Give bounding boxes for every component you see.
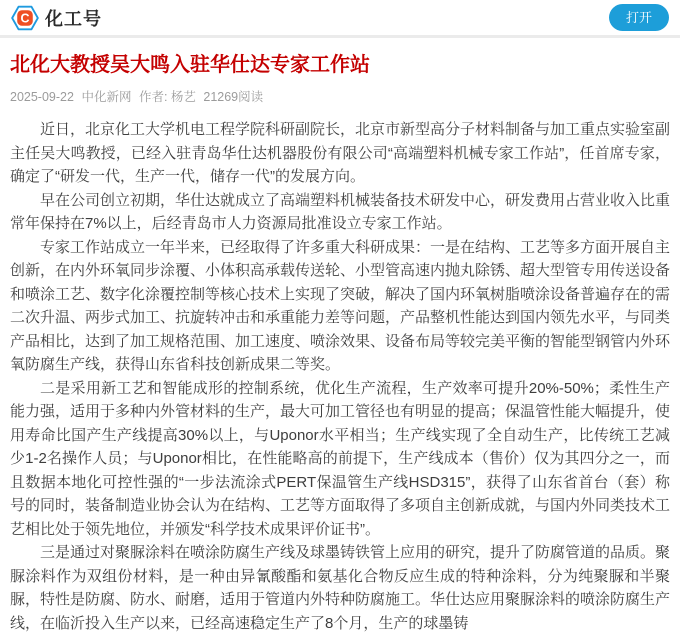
open-app-button[interactable]: 打开	[609, 4, 669, 31]
article-source: 中化新网	[81, 90, 132, 104]
article-paragraph: 三是通过对聚脲涂料在喷涂防腐生产线及球墨铸铁管上应用的研究，提升了防腐管道的品质。聚脲涂料作为双组份材料，是一种由异氰酸酯和氨基化合物反应生成的特种涂料，分为纯聚脲和半聚脲，特性是防腐、防水、耐磨，适用于管道内外特种防腐施工。华仕达应用聚脲涂料的喷涂防腐生产线，在临沂投入生产以来，已经高速稳定生产了8个月，生产的球墨铸	[10, 544, 671, 632]
article-date: 2025-09-22	[10, 90, 74, 104]
top-app-bar	[0, 0, 680, 38]
brand-link[interactable]	[11, 4, 102, 32]
brand-name: 化工号	[45, 8, 102, 29]
article-body	[10, 118, 670, 635]
article-meta	[10, 87, 670, 105]
article-author: 作者: 杨艺	[138, 90, 196, 104]
article-paragraph: 二是采用新工艺和智能成形的控制系统，优化生产流程，生产效率可提升20%-50%；柔性生产能力强，适用于多种内外管材料的生产，最大可加工管径也有明显的提高；保温管性能大幅提升，使用寿命比国产生产线提高30%以上，与Uponor水平相当；生产线实现了全自动生产，比传统工艺减少1-2名操作人员；与Uponor相比，在性能略高的前提下，生产线成本（售价）仅为其四分之一，而且数据本地化可控性强的“一步法流涂式PERT保温管生产线HSD315”，获得了山东省首台（套）称号的同时，装备制造业协会认为在结构、工艺等方面取得了多项自主创新成就，与国内外同类技术工艺相比处于领先地位，并颁发“科学技术成果评价证书”。	[10, 379, 671, 538]
brand-logo-icon	[11, 4, 39, 32]
article-paragraph: 专家工作站成立一年半来，已经取得了许多重大科研成果：一是在结构、工艺等多方面开展自主创新，在内外环氧同步涂覆、小体积高承载传送轮、小型管高速内抛丸除锈、超大型管专用传送设备和喷涂工艺、数字化涂覆控制等核心技术上实现了突破，解决了国内环氧树脂喷涂设备普遍存在的需二次升温、两步式加工、抗旋转冲击和承重能力差等问题，产品整机性能达到国内领先水平，与同类产品相比，达到了加工规格范围、加工速度、喷涂效果、设备布局等较完美平衡的智能型钢管内外环氧防腐生产线，获得山东省科技创新成果二等奖。	[10, 238, 671, 373]
article-page	[0, 38, 680, 635]
article-read-count: 21269阅读	[203, 90, 264, 104]
svg-text:C: C	[20, 10, 30, 25]
article-paragraph: 近日，北京化工大学机电工程学院科研副院长，北京市新型高分子材料制备与加工重点实验室副主任吴大鸣教授，已经入驻青岛华仕达机器股份有限公司“高端塑料机械专家工作站”，任首席专家，确定了“研发一代，生产一代，储存一代”的发展方向。	[10, 121, 671, 185]
article-paragraph: 早在公司创立初期，华仕达就成立了高端塑料机械装备技术研发中心，研发费用占营业收入比重常年保持在7%以上，后经青岛市人力资源局批准设立专家工作站。	[10, 191, 671, 232]
article-title: 北化大教授吴大鸣入驻华仕达专家工作站	[10, 54, 370, 76]
